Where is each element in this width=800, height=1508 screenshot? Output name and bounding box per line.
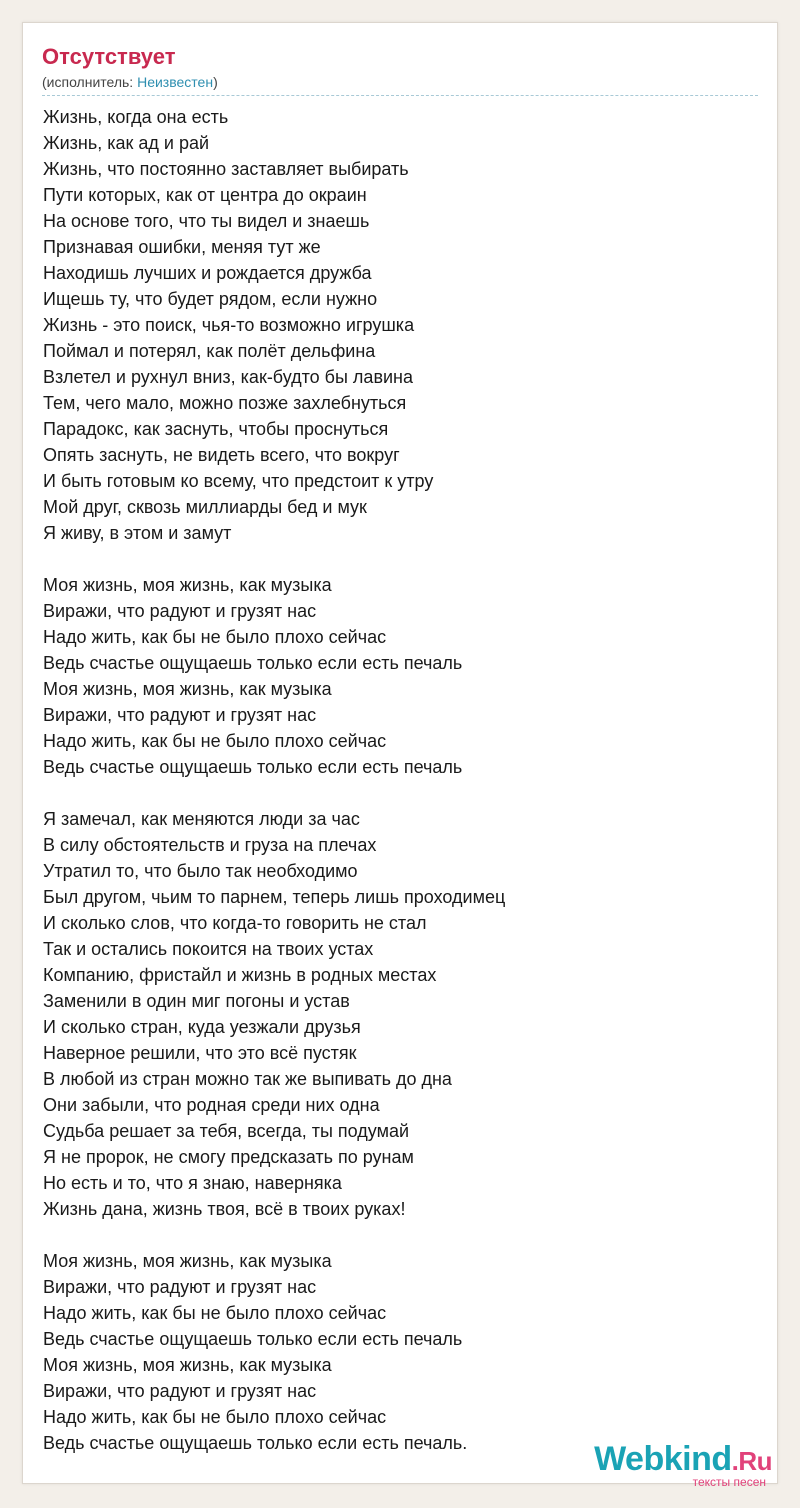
- song-header: [42, 44, 758, 96]
- logo-name: Webkind: [594, 1440, 732, 1478]
- lyric-line: Так и остались покоится на твоих устах: [43, 939, 374, 959]
- lyric-line: Ведь счастье ощущаешь только если есть печаль: [43, 1329, 463, 1349]
- lyric-line: Заменили в один миг погоны и устав: [43, 991, 350, 1011]
- lyric-line: В любой из стран можно так же выпивать до дна: [43, 1069, 452, 1089]
- lyric-line: Они забыли, что родная среди них одна: [43, 1095, 380, 1115]
- lyric-line: Ведь счастье ощущаешь только если есть печаль.: [43, 1433, 468, 1453]
- lyrics-body: [43, 104, 763, 1482]
- lyric-line: Ведь счастье ощущаешь только если есть печаль: [43, 653, 463, 673]
- lyric-line: Ищешь ту, что будет рядом, если нужно: [43, 289, 378, 309]
- lyric-line: Я не пророк, не смогу предсказать по рунам: [43, 1147, 414, 1167]
- lyric-line: И сколько слов, что когда-то говорить не стал: [43, 913, 427, 933]
- lyric-line: Жизнь - это поиск, чья-то возможно игрушка: [43, 315, 415, 335]
- artist-link[interactable]: Неизвестен: [137, 74, 214, 90]
- lyric-line: Виражи, что радуют и грузят нас: [43, 705, 317, 725]
- logo-tld: .Ru: [731, 1446, 772, 1476]
- lyric-line: Был другом, чьим то парнем, теперь лишь проходимец: [43, 887, 506, 907]
- lyrics-stanza: [43, 572, 763, 780]
- lyric-line: Признавая ошибки, меняя тут же: [43, 237, 321, 257]
- lyrics-stanza: [43, 104, 763, 546]
- lyric-line: Поймал и потерял, как полёт дельфина: [43, 341, 376, 361]
- lyric-line: Надо жить, как бы не было плохо сейчас: [43, 627, 387, 647]
- lyric-line: Но есть и то, что я знаю, наверняка: [43, 1173, 342, 1193]
- lyric-line: На основе того, что ты видел и знаешь: [43, 211, 370, 231]
- lyric-line: Утратил то, что было так необходимо: [43, 861, 358, 881]
- lyric-line: Виражи, что радуют и грузят нас: [43, 1277, 317, 1297]
- lyric-line: Жизнь, что постоянно заставляет выбирать: [43, 159, 409, 179]
- lyric-line: Я живу, в этом и замут: [43, 523, 232, 543]
- lyric-line: Виражи, что радуют и грузят нас: [43, 601, 317, 621]
- lyric-line: Надо жить, как бы не было плохо сейчас: [43, 1407, 387, 1427]
- lyric-line: Жизнь, когда она есть: [43, 107, 229, 127]
- lyric-line: Ведь счастье ощущаешь только если есть печаль: [43, 757, 463, 777]
- site-logo[interactable]: [594, 1442, 772, 1488]
- lyric-line: Моя жизнь, моя жизнь, как музыка: [43, 1251, 332, 1271]
- lyric-line: Наверное решили, что это всё пустяк: [43, 1043, 357, 1063]
- lyrics-stanza: [43, 806, 763, 1222]
- lyric-line: Моя жизнь, моя жизнь, как музыка: [43, 679, 332, 699]
- lyric-line: Надо жить, как бы не было плохо сейчас: [43, 1303, 387, 1323]
- lyric-line: Парадокс, как заснуть, чтобы проснуться: [43, 419, 389, 439]
- lyric-line: Я замечал, как меняются люди за час: [43, 809, 360, 829]
- artist-prefix: (исполнитель:: [42, 74, 138, 90]
- lyric-line: Пути которых, как от центра до окраин: [43, 185, 367, 205]
- lyric-line: И сколько стран, куда уезжали друзья: [43, 1017, 361, 1037]
- lyric-line: Виражи, что радуют и грузят нас: [43, 1381, 317, 1401]
- song-title: Отсутствует: [42, 44, 176, 69]
- lyric-line: Компанию, фристайл и жизнь в родных местах: [43, 965, 437, 985]
- artist-line: [42, 72, 758, 96]
- logo-wordmark: [594, 1442, 772, 1478]
- lyric-line: Моя жизнь, моя жизнь, как музыка: [43, 1355, 332, 1375]
- lyric-line: Тем, чего мало, можно позже захлебнуться: [43, 393, 407, 413]
- lyric-line: И быть готовым ко всему, что предстоит к утру: [43, 471, 434, 491]
- lyric-line: Надо жить, как бы не было плохо сейчас: [43, 731, 387, 751]
- lyric-line: Мой друг, сквозь миллиарды бед и мук: [43, 497, 367, 517]
- lyric-line: В силу обстоятельств и груза на плечах: [43, 835, 377, 855]
- lyric-line: Моя жизнь, моя жизнь, как музыка: [43, 575, 332, 595]
- logo-tagline: тексты песен: [692, 1475, 766, 1489]
- lyric-line: Находишь лучших и рождается дружба: [43, 263, 372, 283]
- artist-suffix: ): [213, 74, 218, 90]
- lyric-line: Жизнь дана, жизнь твоя, всё в твоих руках!: [43, 1199, 406, 1219]
- lyrics-stanza: [43, 1248, 763, 1456]
- lyric-line: Взлетел и рухнул вниз, как-будто бы лавина: [43, 367, 414, 387]
- lyric-line: Опять заснуть, не видеть всего, что вокруг: [43, 445, 400, 465]
- lyric-line: Жизнь, как ад и рай: [43, 133, 210, 153]
- lyric-line: Судьба решает за тебя, всегда, ты подумай: [43, 1121, 410, 1141]
